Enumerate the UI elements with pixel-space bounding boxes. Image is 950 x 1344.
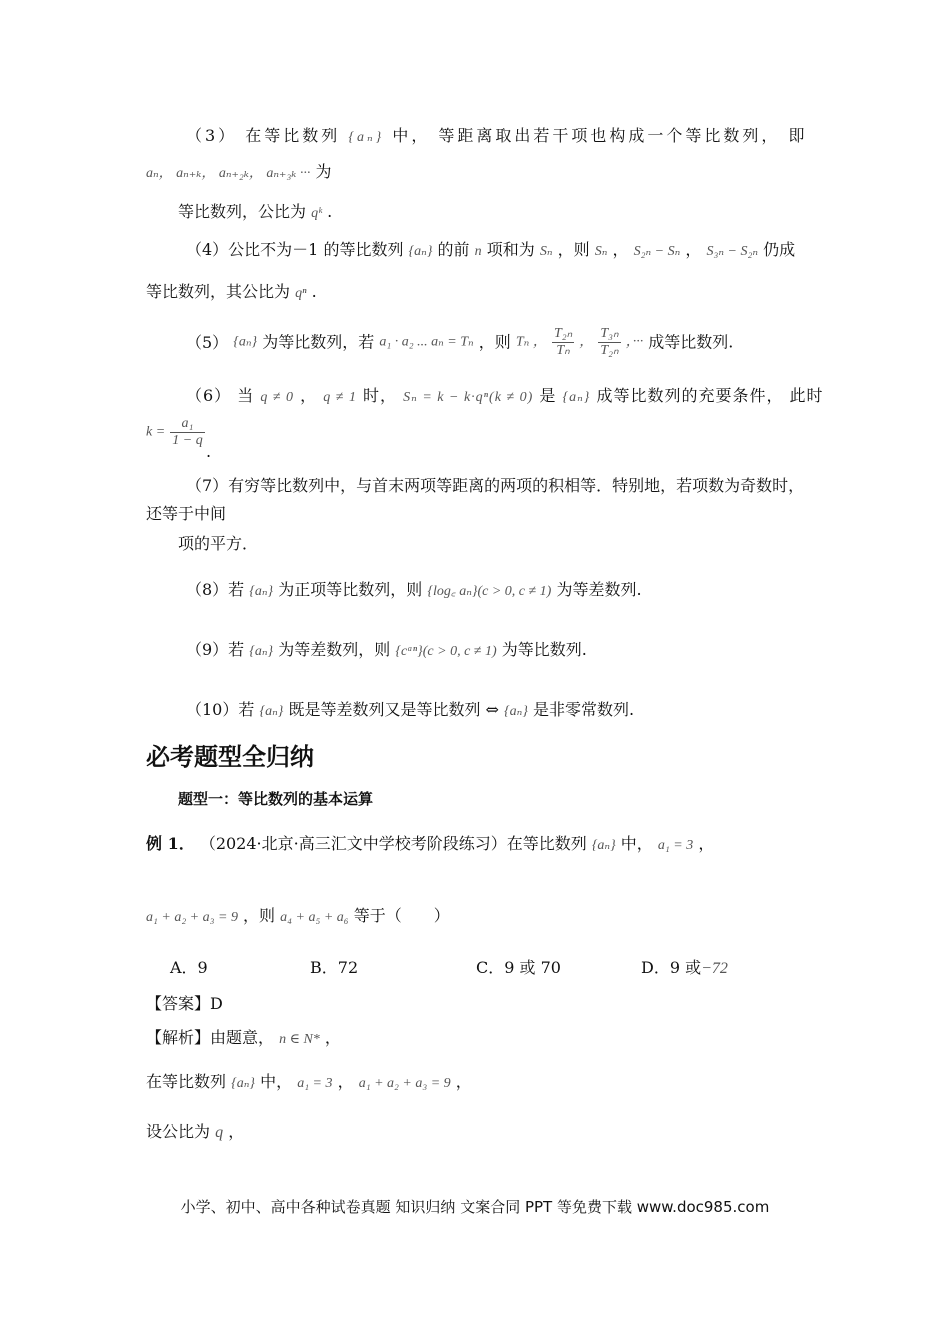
para-10 bbox=[186, 698, 634, 724]
para-4-line1 bbox=[186, 238, 795, 264]
para-4-line2 bbox=[146, 280, 317, 306]
para-7-line1: （7）有穷等比数列中，与首末两项等距离的两项的积相等．特别地，若项数为奇数时， bbox=[186, 476, 805, 495]
analysis-line3 bbox=[146, 1120, 244, 1145]
analysis-l2b: 中， bbox=[260, 1072, 293, 1091]
tn-var: Tₙ ， bbox=[515, 334, 547, 350]
a1-equals-3: a₁ = 3 bbox=[657, 838, 694, 853]
q-power-n: qⁿ bbox=[295, 286, 307, 301]
option-d-text: D．9 或 bbox=[641, 958, 702, 977]
analysis-line2 bbox=[146, 1070, 472, 1096]
seq-notation: {aₙ} bbox=[408, 244, 433, 259]
para-3-text-a: （3） 在等比数列 bbox=[186, 126, 341, 145]
para-3-wei: 为 bbox=[315, 162, 332, 181]
para-8 bbox=[186, 578, 642, 604]
s2n-expr: S₂ₙ − Sₙ bbox=[633, 244, 681, 259]
target-expr: a₄ + a₅ + a₆ bbox=[280, 910, 349, 925]
q-var: q bbox=[215, 1124, 224, 1141]
para-4-c: 项和为 bbox=[486, 240, 535, 259]
para-6-a: （6） 当 bbox=[186, 386, 255, 405]
para-5-a: （5） bbox=[186, 332, 229, 352]
example-label: 例 1． bbox=[146, 834, 195, 853]
seq-notation: {aₙ} bbox=[591, 838, 616, 853]
para-10-a: （10）若 bbox=[186, 700, 255, 719]
example-zhong: 中， bbox=[620, 834, 653, 853]
para-8-a: （8）若 bbox=[186, 580, 245, 599]
option-a: A．9 bbox=[170, 958, 208, 977]
k-equals: k = bbox=[146, 424, 166, 440]
power-expr: {cᵃⁿ}(c > 0, c ≠ 1) bbox=[395, 644, 497, 659]
fraction-t2n-tn bbox=[552, 326, 574, 359]
para-8-c: 为等差数列. bbox=[556, 580, 642, 599]
seq-notation: {aₙ} bbox=[259, 704, 284, 719]
para-9-b: 为等差数列，则 bbox=[278, 640, 391, 659]
analysis-l2a: 在等比数列 bbox=[146, 1072, 227, 1091]
seq-notation: {aₙ} bbox=[249, 584, 274, 599]
ellipsis: ，··· bbox=[625, 334, 644, 350]
para-10-b: 既是等差数列又是等比数列 bbox=[288, 700, 481, 719]
fraction-numerator: T₂ₙ bbox=[553, 326, 573, 341]
seq-notation: {aₙ} bbox=[233, 334, 258, 350]
page-footer: 小学、初中、高中各种试卷真题 知识归纳 文案合同 PPT 等免费下载 www.doc985.com bbox=[180, 1198, 770, 1216]
analysis-c1: ， bbox=[337, 1072, 354, 1091]
para-3-line3 bbox=[178, 200, 332, 226]
para-5-b: 为等比数列，若 bbox=[262, 332, 375, 352]
example-ask: 等于（ ） bbox=[353, 906, 450, 925]
example-source: （2024·北京·高三汇文中学校考阶段练习）在等比数列 bbox=[199, 834, 587, 853]
fraction-denominator: T₂ₙ bbox=[600, 343, 619, 358]
para-4-end: . bbox=[311, 282, 317, 301]
sum-expr: a₁ + a₂ + a₃ = 9 bbox=[146, 910, 238, 925]
para-4-e: ， bbox=[612, 240, 629, 259]
seq-notation: {aₙ} bbox=[562, 390, 591, 405]
para-3-text-c: 等比数列，公比为 bbox=[178, 202, 307, 221]
para-9 bbox=[186, 638, 587, 664]
subsection-heading: 题型一：等比数列的基本运算 bbox=[178, 790, 374, 808]
para-5-d: 成等比数列. bbox=[648, 332, 734, 352]
para-4-b: 的前 bbox=[437, 240, 470, 259]
para-4-d: ，则 bbox=[557, 240, 590, 259]
para-9-a: （9）若 bbox=[186, 640, 245, 659]
para-6-b: ， bbox=[300, 386, 318, 405]
iff-symbol: ⇔ bbox=[485, 700, 499, 719]
para-8-b: 为正项等比数列，则 bbox=[278, 580, 423, 599]
q-ne-1: q ≠ 1 bbox=[323, 390, 357, 405]
para-3-line1 bbox=[186, 124, 808, 150]
q-ne-0: q ≠ 0 bbox=[260, 390, 295, 405]
fraction-numerator: a₁ bbox=[170, 416, 204, 433]
seq-notation: {aₙ} bbox=[348, 130, 385, 145]
para-6-line2 bbox=[146, 416, 205, 449]
s3n-expr: S₃ₙ − S₂ₙ bbox=[706, 244, 759, 259]
q-power-k: qᵏ bbox=[311, 206, 323, 221]
para-6-d: 是 bbox=[539, 386, 557, 405]
seq-notation: {aₙ} bbox=[231, 1076, 255, 1091]
para-7-line3: 项的平方． bbox=[178, 534, 259, 553]
option-d-value: −72 bbox=[701, 960, 728, 977]
option-b: B．72 bbox=[310, 958, 359, 977]
analysis-comma: ， bbox=[324, 1028, 341, 1047]
para-5-c: ，则 bbox=[478, 332, 511, 352]
section-heading: 必考题型全归纳 bbox=[146, 743, 314, 771]
option-c: C．9 或 70 bbox=[476, 958, 561, 977]
example-comma: ， bbox=[698, 834, 715, 853]
para-9-c: 为等比数列. bbox=[501, 640, 587, 659]
analysis-c2: ， bbox=[455, 1072, 472, 1091]
analysis-l3b: ， bbox=[228, 1122, 245, 1141]
example-1-line2 bbox=[146, 904, 450, 930]
para-3-end: . bbox=[327, 202, 333, 221]
sn-var-2: Sₙ bbox=[594, 244, 608, 259]
sn-formula: Sₙ = k − k·qⁿ(k ≠ 0) bbox=[403, 390, 534, 405]
para-4-g: 仍成 bbox=[763, 240, 796, 259]
para-5-sep: ， bbox=[579, 334, 594, 350]
product-expr: a₁ · a₂ ... aₙ = Tₙ bbox=[379, 334, 474, 350]
para-6-end: . bbox=[206, 442, 212, 461]
analysis-line1 bbox=[146, 1026, 341, 1052]
para-3-line2 bbox=[146, 160, 332, 186]
n-in-n-star: n ∈ N* bbox=[279, 1032, 320, 1047]
para-4-line2-text: 等比数列，其公比为 bbox=[146, 282, 291, 301]
para-10-c: 是非零常数列. bbox=[533, 700, 635, 719]
para-3-text-b: 中， 等距离取出若干项也构成一个等比数列， 即 bbox=[392, 126, 808, 145]
example-ze: ，则 bbox=[243, 906, 276, 925]
para-7-line2: 还等于中间 bbox=[146, 504, 227, 523]
para-6-line1 bbox=[186, 384, 824, 410]
fraction-numerator: T₃ₙ bbox=[600, 326, 619, 341]
fraction-t3n-t2n bbox=[598, 326, 620, 359]
para-4-f: ， bbox=[685, 240, 702, 259]
fraction-denominator: 1 − q bbox=[172, 433, 203, 448]
a1-equals-3: a₁ = 3 bbox=[297, 1076, 333, 1091]
para-4-a: （4）公比不为－1 的等比数列 bbox=[186, 240, 404, 259]
seq-notation: {aₙ} bbox=[249, 644, 274, 659]
sn-var: Sₙ bbox=[539, 244, 553, 259]
fraction-k bbox=[170, 416, 204, 449]
analysis-label: 【解析】由题意， bbox=[146, 1028, 275, 1047]
log-expr: {log꜀ aₙ}(c > 0, c ≠ 1) bbox=[427, 584, 552, 599]
sum-expr: a₁ + a₂ + a₃ = 9 bbox=[358, 1076, 451, 1091]
option-d bbox=[641, 956, 728, 981]
n-var: n bbox=[474, 244, 482, 259]
seq-notation-2: {aₙ} bbox=[504, 704, 528, 719]
terms-expr: aₙ， aₙ₊ₖ， aₙ₊₂ₖ， aₙ₊₃ₖ ··· bbox=[146, 166, 311, 181]
para-5 bbox=[186, 326, 733, 359]
para-6-e: 成等比数列的充要条件， 此时 bbox=[596, 386, 824, 405]
analysis-l3a: 设公比为 bbox=[146, 1122, 211, 1141]
para-6-c: 时， bbox=[363, 386, 398, 405]
answer: 【答案】D bbox=[146, 994, 223, 1013]
fraction-denominator: Tₙ bbox=[556, 343, 570, 358]
example-1-line1 bbox=[146, 832, 714, 858]
